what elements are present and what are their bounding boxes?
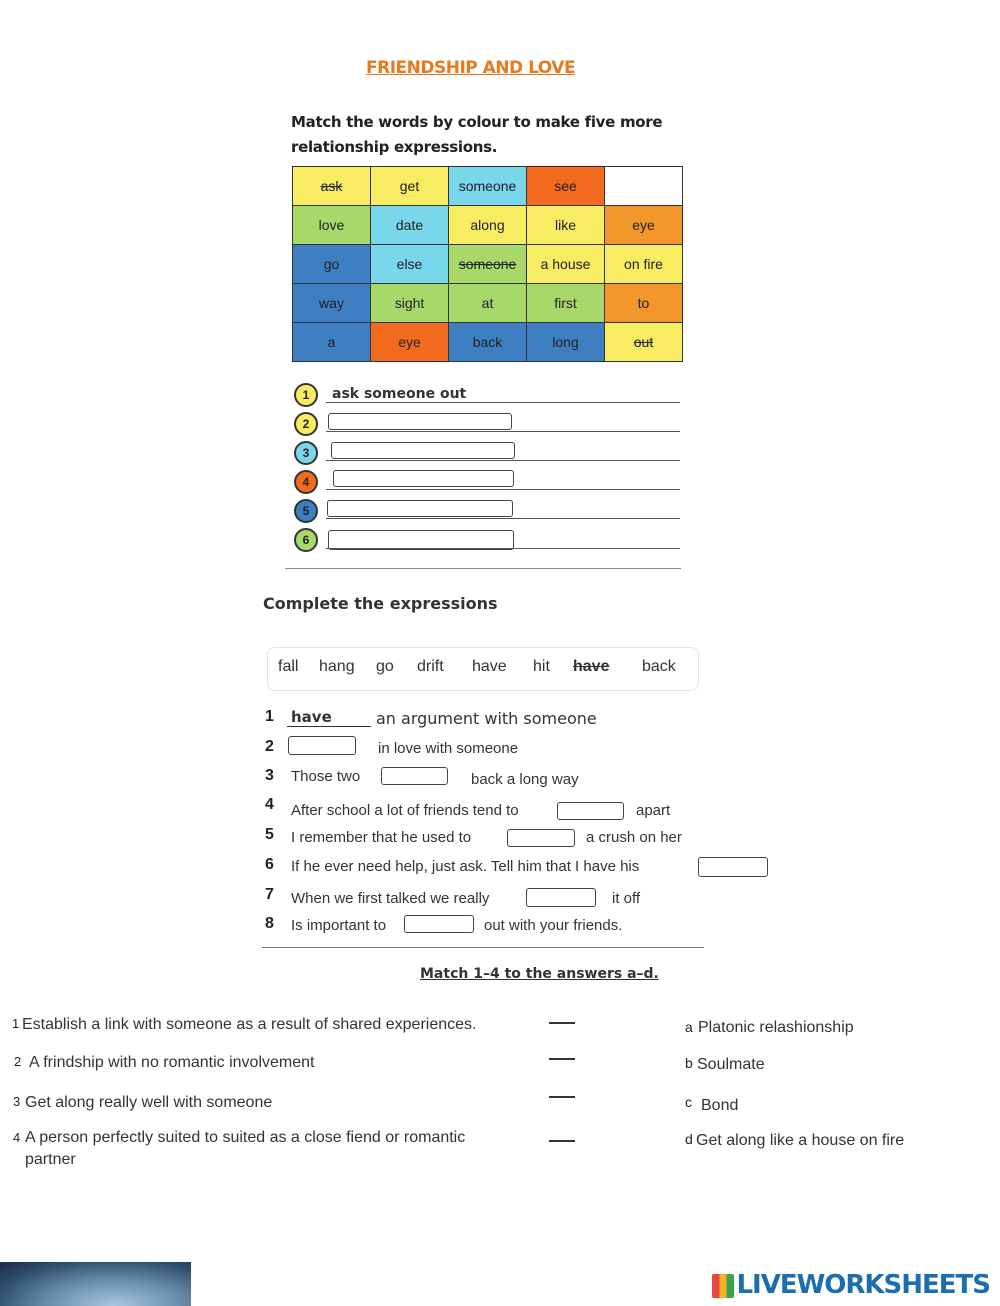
item-text-before: When we first talked we really bbox=[291, 890, 490, 907]
blank-input-5[interactable] bbox=[507, 829, 575, 847]
grid-cell: along bbox=[449, 206, 527, 245]
match-blank[interactable] bbox=[549, 1022, 575, 1024]
answer-input-5[interactable] bbox=[327, 500, 513, 517]
answer-text: Soulmate bbox=[697, 1056, 765, 1073]
word-bank-item: back bbox=[642, 658, 676, 675]
grid-row bbox=[293, 245, 683, 284]
item-text-before: If he ever need help, just ask. Tell him that I have his bbox=[291, 858, 640, 875]
item-number: 8 bbox=[265, 915, 274, 932]
instruction-line-2: relationship expressions. bbox=[291, 138, 498, 156]
grid-cell: ask bbox=[293, 167, 371, 206]
question-number: 3 bbox=[13, 1094, 21, 1109]
match-blank[interactable] bbox=[549, 1096, 575, 1098]
grid-row bbox=[293, 167, 683, 206]
answer-number-2: 2 bbox=[294, 412, 318, 436]
liveworksheets-logo[interactable]: LIVEWORKSHEETS bbox=[712, 1270, 990, 1300]
grid-row bbox=[293, 206, 683, 245]
answer-text: Platonic relashionship bbox=[698, 1019, 854, 1036]
question-text: Get along really well with someone bbox=[25, 1094, 273, 1111]
globe-image bbox=[0, 1262, 191, 1306]
word-bank-item: hit bbox=[533, 658, 550, 675]
grid-cell: long bbox=[527, 323, 605, 362]
word-bank-item-used: have bbox=[573, 658, 610, 675]
match-blank[interactable] bbox=[549, 1140, 575, 1142]
blank-input-2[interactable] bbox=[288, 736, 356, 755]
answer-line bbox=[326, 518, 680, 519]
grid-cell: to bbox=[605, 284, 683, 323]
item-text-before: After school a lot of friends tend to bbox=[291, 802, 519, 819]
grid-cell: someone bbox=[449, 245, 527, 284]
grid-cell: at bbox=[449, 284, 527, 323]
item-text-before: I remember that he used to bbox=[291, 829, 472, 846]
item-number: 2 bbox=[265, 738, 274, 755]
section1-instruction bbox=[291, 110, 671, 160]
answer-line bbox=[326, 460, 680, 461]
grid-cell: eye bbox=[605, 206, 683, 245]
grid-cell: on fire bbox=[605, 245, 683, 284]
section3-heading: Match 1–4 to the answers a–d. bbox=[420, 966, 659, 982]
item-number: 1 bbox=[265, 708, 274, 725]
grid-cell: go bbox=[293, 245, 371, 284]
answer-number-6: 6 bbox=[294, 528, 318, 552]
answer-input-2[interactable] bbox=[328, 413, 512, 430]
question-text: A person perfectly suited to suited as a close fiend or romantic bbox=[25, 1129, 466, 1146]
section-divider bbox=[285, 568, 681, 569]
grid-cell: someone bbox=[449, 167, 527, 206]
question-number: 2 bbox=[14, 1054, 22, 1069]
blank-line bbox=[287, 726, 371, 727]
grid-cell: first bbox=[527, 284, 605, 323]
colour-word-grid bbox=[292, 166, 683, 362]
item-text: in love with someone bbox=[378, 740, 519, 757]
item-text-after: apart bbox=[636, 802, 671, 819]
item-number: 5 bbox=[265, 826, 274, 843]
answer-letter: a bbox=[685, 1019, 693, 1035]
grid-cell: out bbox=[605, 323, 683, 362]
grid-cell: like bbox=[527, 206, 605, 245]
question-text: Establish a link with someone as a result of shared experiences. bbox=[22, 1016, 477, 1033]
blank-input-4[interactable] bbox=[557, 802, 624, 820]
item-text-before: Those two bbox=[291, 768, 361, 785]
example-answer: ask someone out bbox=[332, 386, 467, 402]
question-text-cont: partner bbox=[25, 1151, 76, 1168]
grid-cell: eye bbox=[371, 323, 449, 362]
answer-input-6[interactable] bbox=[328, 530, 514, 550]
answer-input-3[interactable] bbox=[331, 442, 515, 459]
grid-row bbox=[293, 284, 683, 323]
grid-cell: else bbox=[371, 245, 449, 284]
word-bank-item: have bbox=[472, 658, 507, 675]
grid-cell: love bbox=[293, 206, 371, 245]
grid-cell: a house bbox=[527, 245, 605, 284]
answer-text: Get along like a house on fire bbox=[696, 1132, 905, 1149]
item-number: 6 bbox=[265, 856, 274, 873]
question-number: 4 bbox=[13, 1130, 21, 1145]
grid-cell: see bbox=[527, 167, 605, 206]
answer-letter: c bbox=[685, 1094, 692, 1110]
logo-blocks-icon bbox=[712, 1274, 734, 1298]
grid-cell bbox=[605, 167, 683, 206]
grid-cell: sight bbox=[371, 284, 449, 323]
word-bank-item: drift bbox=[417, 658, 444, 675]
item-text-after: back a long way bbox=[471, 771, 579, 788]
item-number: 7 bbox=[265, 886, 274, 903]
blank-input-7[interactable] bbox=[526, 888, 596, 907]
item-text: an argument with someone bbox=[376, 709, 597, 728]
word-bank-item: fall bbox=[278, 658, 299, 675]
answer-line bbox=[326, 431, 680, 432]
item-text-after: it off bbox=[612, 890, 641, 907]
blank-input-6[interactable] bbox=[698, 857, 768, 877]
item-text-after: out with your friends. bbox=[484, 917, 623, 934]
blank-input-8[interactable] bbox=[404, 915, 474, 933]
answer-letter: d bbox=[685, 1131, 693, 1147]
grid-cell: a bbox=[293, 323, 371, 362]
answer-text: Bond bbox=[701, 1097, 739, 1114]
answer-input-4[interactable] bbox=[333, 470, 514, 487]
word-bank-item: hang bbox=[319, 658, 355, 675]
item-number: 4 bbox=[265, 796, 274, 813]
item-text-before: Is important to bbox=[291, 917, 387, 934]
answer-number-5: 5 bbox=[294, 499, 318, 523]
answer-line bbox=[326, 489, 680, 490]
grid-cell: get bbox=[371, 167, 449, 206]
blank-input-3[interactable] bbox=[381, 767, 448, 785]
example-word: have bbox=[291, 708, 332, 726]
grid-cell: date bbox=[371, 206, 449, 245]
answer-line bbox=[326, 548, 680, 549]
section-divider bbox=[262, 947, 704, 948]
answer-number-3: 3 bbox=[294, 441, 318, 465]
worksheet-title: FRIENDSHIP AND LOVE bbox=[366, 58, 576, 78]
grid-cell: way bbox=[293, 284, 371, 323]
grid-cell: back bbox=[449, 323, 527, 362]
word-bank-item: go bbox=[376, 658, 394, 675]
section2-heading: Complete the expressions bbox=[263, 594, 498, 613]
answer-line bbox=[326, 402, 680, 403]
instruction-line-1: Match the words by colour to make five more bbox=[291, 113, 663, 131]
grid-row bbox=[293, 323, 683, 362]
answer-number-1: 1 bbox=[294, 383, 318, 407]
question-text: A frindship with no romantic involvement bbox=[29, 1054, 315, 1071]
item-number: 3 bbox=[265, 767, 274, 784]
match-blank[interactable] bbox=[549, 1058, 575, 1060]
answer-letter: b bbox=[685, 1055, 693, 1071]
question-number: 1 bbox=[12, 1016, 20, 1031]
answer-number-4: 4 bbox=[294, 470, 318, 494]
item-text-after: a crush on her bbox=[586, 829, 682, 846]
